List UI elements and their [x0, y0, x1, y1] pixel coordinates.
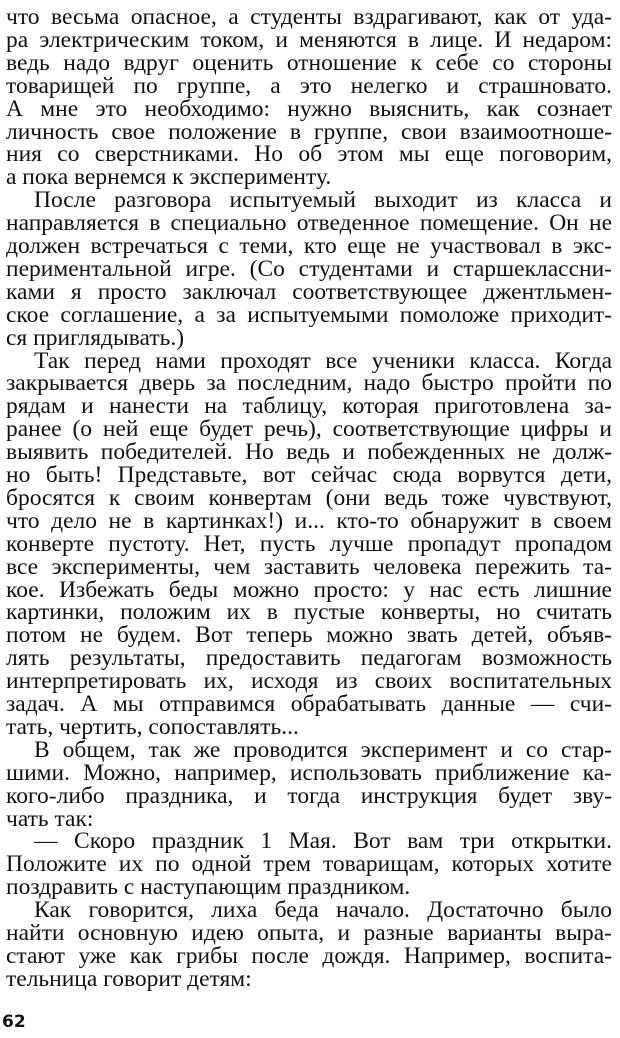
text-line: — Скоро праздник 1 Мая. Вот вам три открытки. — [34, 828, 612, 855]
text-line: тать, чертить, сопоставлять... — [6, 713, 299, 740]
text-line: В общем, так же проводится эксперимент и со стар- — [34, 736, 612, 763]
text-line: Как говорится, лиха беда начало. Достаточно было — [34, 897, 612, 924]
text-line: стают уже как грибы после дождя. Например, воспита- — [6, 942, 612, 969]
text-line: все эксперименты, чем заставить человека пережить та- — [6, 553, 612, 580]
text-line: шими. Можно, например, использовать приближение ка- — [6, 759, 612, 786]
text-line: потом не будем. Вот теперь можно звать детей, объяв- — [6, 622, 612, 649]
text-line: что дело не в картинках!) и... кто-то обнаружит в своем — [6, 507, 612, 534]
text-line: картинки, положим их в пустые конверты, но считать — [6, 599, 612, 626]
text-line: бросятся к своим конвертам (они ведь тоже чувствуют, — [6, 484, 612, 511]
text-line: ра электрическим током, и меняются в лице. И недаром: — [6, 26, 612, 53]
text-line: поздравить с наступающим праздником. — [6, 874, 411, 901]
text-line: А мне это необходимо: нужно выяснить, как сознает — [6, 95, 612, 122]
text-line: периментальной игре. (Со студентами и старшеклассни- — [6, 255, 612, 282]
text-line: товарищей по группе, а это нелегко и страшновато. — [6, 72, 612, 99]
text-line: но быть! Представьте, вот сейчас сюда ворвутся дети, — [6, 462, 612, 488]
text-line: ся приглядывать.) — [6, 324, 185, 351]
text-line: ранее (о ней еще будет речь), соответствующие цифры и — [6, 416, 612, 443]
page-number: 62 — [2, 1012, 26, 1032]
text-line: ния со сверстниками. Но об этом мы еще поговорим, — [6, 141, 612, 168]
text-line: ками я просто заключал соответствующее джентльмен- — [6, 278, 612, 305]
text-line: рядам и нанести на таблицу, которая приготовлена за- — [6, 393, 612, 420]
text-line: найти основную идею опыта, и разные варианты выра- — [6, 920, 612, 946]
text-line: кое. Избежать беды можно просто: у нас есть лишние — [6, 576, 612, 603]
text-line: лять результаты, предоставить педагогам возможность — [6, 645, 612, 672]
text-line: личность свое положение в группе, свои взаимоотноше- — [6, 118, 612, 145]
text-line: кого-либо праздника, и тогда инструкция будет зву- — [6, 782, 612, 809]
text-line: конверте пустоту. Нет, пусть лучше пропадут пропадом — [6, 530, 612, 557]
text-line: ское соглашение, а за испытуемыми помоложе приходит- — [6, 301, 612, 328]
text-line: направляется в специально отведенное помещение. Он не — [6, 210, 612, 237]
text-line: чать так: — [6, 805, 94, 832]
text-line: выявить победителей. Но ведь и побежденных не долж- — [6, 439, 612, 466]
text-line: Положите их по одной трем товарищам, которых хотите — [6, 851, 612, 878]
text-line: Так перед нами проходят все ученики класса. Когда — [34, 347, 612, 374]
text-line: ведь надо вдруг оценить отношение к себе со стороны — [6, 49, 612, 76]
text-line: интерпретировать их, исходя из своих воспитательных — [6, 668, 612, 695]
text-line: а пока вернемся к эксперименту. — [6, 164, 332, 191]
text-line: закрывается дверь за последним, надо быстро пройти по — [6, 370, 612, 397]
text-line: задач. А мы отправимся обрабатывать данные — счи- — [6, 691, 612, 717]
text-line: что весьма опасное, а студенты вздрагивают, как от уда- — [6, 4, 612, 30]
text-line: тельница говорит детям: — [6, 965, 252, 992]
text-line: должен встречаться с теми, кто еще не участвовал в экс- — [6, 233, 612, 259]
text-line: После разговора испытуемый выходит из класса и — [34, 187, 612, 214]
